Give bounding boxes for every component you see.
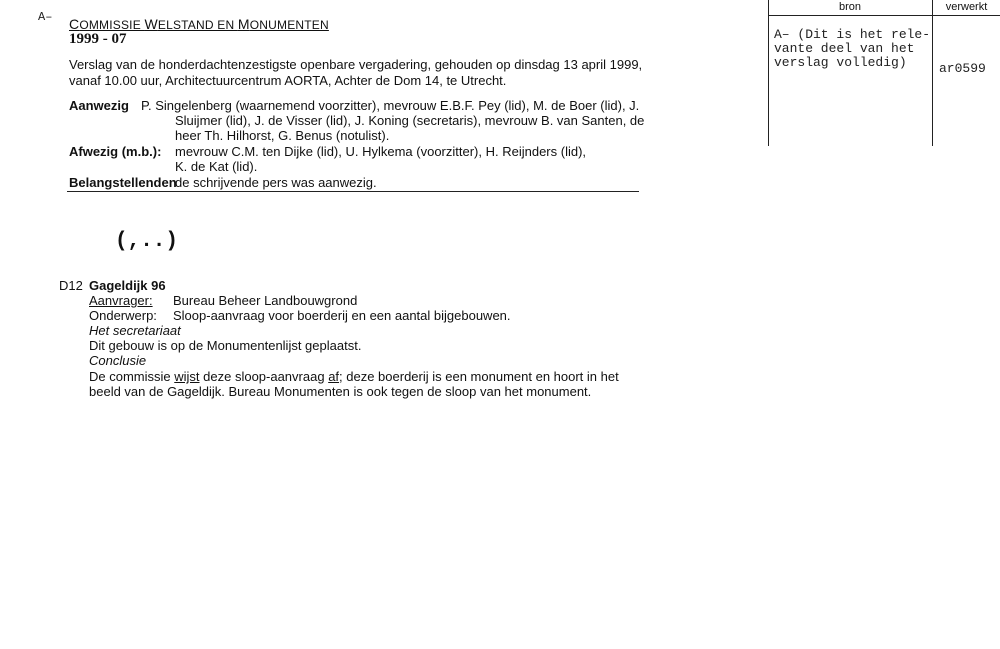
conclusion-heading: Conclusie: [89, 353, 147, 368]
present-line-3: heer Th. Hilhorst, G. Benus (notulist).: [175, 128, 390, 143]
col-header-processed: verwerkt: [945, 1, 988, 13]
subject-label: Onderwerp:: [89, 308, 157, 323]
secretariat-text: Dit gebouw is op de Monumentenlijst geplaatst.: [89, 338, 362, 353]
absent-line-1: mevrouw C.M. ten Dijke (lid), U. Hylkema (voorzitter), H. Reijnders (lid),: [175, 144, 587, 159]
subject-value: Sloop-aanvraag voor boerderij en een aantal bijgebouwen.: [173, 308, 511, 323]
header-divider: [67, 191, 639, 192]
table-header-divider: [768, 15, 1000, 16]
interested-text: de schrijvende pers was aanwezig.: [175, 175, 377, 190]
secretariat-heading: Het secretariaat: [89, 323, 181, 338]
col-header-source: bron: [838, 1, 862, 13]
conclusion-line-2: beeld van de Gageldijk. Bureau Monumenten is ook tegen de sloop van het monument.: [89, 384, 592, 399]
intro-line-1: Verslag van de honderdachtenzestigste openbare vergadering, gehouden op dinsdag 13 april 1999,: [69, 57, 643, 72]
meeting-number: 1999 - 07: [69, 31, 127, 47]
margin-mark: A–: [38, 10, 53, 24]
source-line-2: vante deel van het: [774, 41, 915, 56]
present-label: Aanwezig: [69, 98, 129, 113]
intro-line-2: vanaf 10.00 uur, Architectuurcentrum AORTA, Achter de Dom 14, te Utrecht.: [69, 73, 507, 88]
present-line-1: P. Singelenberg (waarnemend voorzitter), mevrouw E.B.F. Pey (lid), M. de Boer (lid), J.: [141, 98, 640, 113]
table-border-left: [768, 0, 769, 146]
processed-code: ar0599: [939, 61, 986, 76]
omission-marker: (,..): [115, 230, 179, 253]
item-title: Gageldijk 96: [89, 278, 166, 293]
source-line-3: verslag volledig): [774, 55, 907, 70]
organization-name: COMMISSIE WELSTAND EN MONUMENTEN: [69, 16, 329, 32]
absent-line-2: K. de Kat (lid).: [175, 159, 258, 174]
source-line-1: A– (Dit is het rele-: [774, 27, 931, 42]
applicant-value: Bureau Beheer Landbouwgrond: [173, 293, 358, 308]
present-line-2: Sluijmer (lid), J. de Visser (lid), J. Koning (secretaris), mevrouw B. van Santen, de: [175, 113, 645, 128]
absent-label: Afwezig (m.b.):: [69, 144, 162, 159]
conclusion-line-1: De commissie wijst deze sloop-aanvraag af; deze boerderij is een monument en hoort in het: [89, 369, 619, 384]
applicant-label: Aanvrager:: [89, 293, 153, 308]
table-border-middle: [932, 0, 933, 146]
interested-label: Belangstellenden: [69, 175, 177, 190]
item-code: D12: [59, 278, 83, 293]
